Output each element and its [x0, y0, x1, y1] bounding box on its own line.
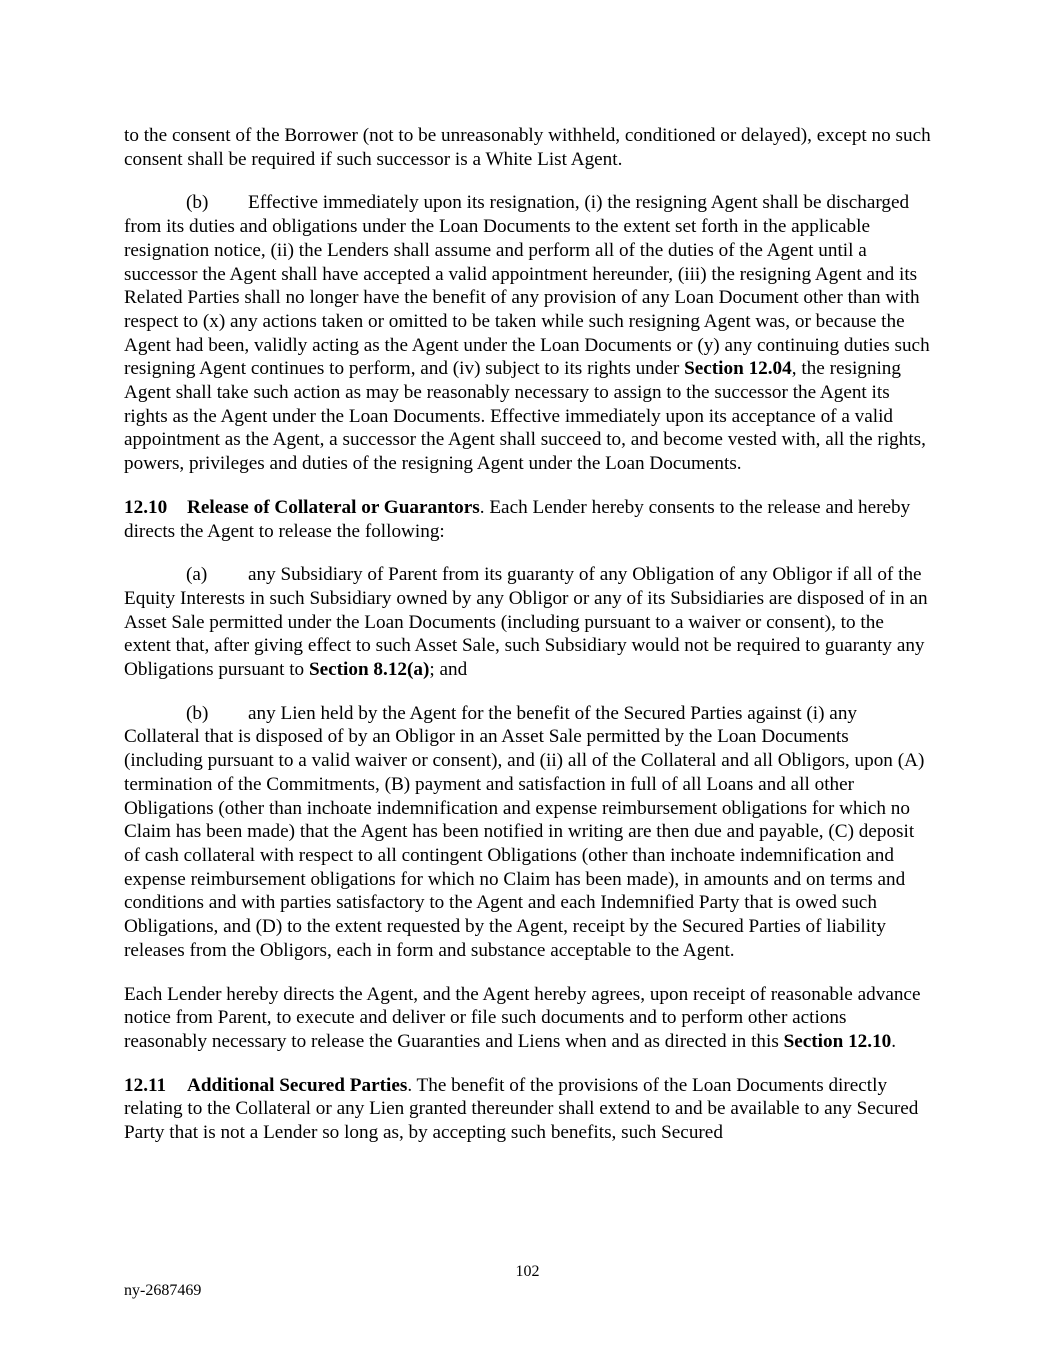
- clause-text: ; and: [429, 659, 468, 681]
- section-heading: Additional Secured Parties: [187, 1074, 408, 1096]
- clause-text: any Lien held by the Agent for the benefit of the Secured Parties against (i) any Collateral that is disposed of by an Obligor in an Asset Sale permitted by the Loan Documents (including pursuant to a valid waiver or consent), and (ii) all of the Collateral and all Obligors, upon (A) termination of the Commitments, (B) payment and satisfaction in full of all Loans and all other Obligations (other than inchoate indemnification and expense reimbursement obligations for which no Claim has been made) that the Agent has been notified in writing are then due and payable, (C) deposit of cash collateral with respect to all contingent Obligations (other than inchoate indemnification and expense reimbursement obligations for which no Claim has been made), in amounts and on terms and conditions and with parties satisfactory to the Agent and each Indemnified Party that is owed such Obligations, and (D) to the extent requested by the Agent, receipt by the Secured Parties of liability releases from the Obligors, each in form and substance acceptable to the Agent.: [124, 702, 925, 961]
- page-number: 102: [515, 1263, 540, 1280]
- clause-label: (a): [186, 564, 208, 586]
- clause-text: any Subsidiary of Parent from its guaranty of any Obligation of any Obligor if all of the Equity Interests in such Subsidiary owned by any Obligor or any of its Subsidiaries are disposed of in an Asset Sale permitted under the Loan Documents (including pursuant to a waiver or consent), to the extent that, after giving effect to such Asset Sale, such Subsidiary would not be required to guaranty any Obligations pursuant to: [124, 564, 928, 681]
- section-reference: Section 12.10: [783, 1030, 892, 1052]
- clause-b-lien: [124, 702, 932, 963]
- document-body: [124, 124, 932, 1165]
- clause-text: , the resigning Agent shall take such action as may be reasonably necessary to assign to the successor the Agent its rights as the Agent under the Loan Documents. Effective immediately upon its acceptance of a valid appointment as the Agent, a successor the Agent shall succeed to, and become vested with, all the rights, powers, privileges and duties of the resigning Agent under the Loan Documents.: [124, 358, 926, 475]
- clause-b-resignation: [124, 191, 932, 475]
- paragraph-each-lender: [124, 983, 932, 1054]
- section-reference: Section 12.04: [684, 358, 792, 380]
- section-text: . Each Lender hereby consents to the release and hereby directs the Agent to release the following:: [124, 496, 911, 542]
- paragraph-text: to the consent of the Borrower (not to be unreasonably withheld, conditioned or delayed), except no such consent shall be required if such successor is a White List Agent.: [124, 125, 931, 170]
- paragraph-continuation: [124, 124, 932, 171]
- clause-text: Effective immediately upon its resignation, (i) the resigning Agent shall be discharged from its duties and obligations under the Loan Documents to the extent set forth in the applicable resignation notice, (ii) the Lenders shall assume and perform all of the duties of the Agent until a successor the Agent shall have accepted a valid appointment hereunder, (iii) the resigning Agent and its Related Parties shall no longer have the benefit of any provision of any Loan Document other than with respect to (x) any actions taken or omitted to be taken while such resigning Agent was, or because the Agent had been, validly acting as the Agent under the Loan Documents or (y) any continuing duties such resigning Agent continues to perform, and (iv) subject to its rights under: [124, 192, 930, 380]
- clause-label: (b): [186, 702, 209, 724]
- section-number: 12.11: [124, 1074, 167, 1096]
- document-id: ny-2687469: [124, 1282, 202, 1299]
- paragraph-text: Each Lender hereby directs the Agent, and the Agent hereby agrees, upon receipt of reasonable advance notice from Parent, to execute and deliver or file such documents and to perform other actions reasonably necessary to release the Guaranties and Liens when and as directed in this: [124, 983, 921, 1052]
- clause-label: (b): [186, 192, 209, 214]
- clause-a-subsidiary: [124, 563, 932, 682]
- section-reference: Section 8.12(a): [308, 659, 430, 681]
- section-12-10: [124, 496, 932, 543]
- section-12-11: [124, 1074, 932, 1145]
- section-number: 12.10: [124, 496, 168, 518]
- paragraph-text: .: [891, 1030, 897, 1052]
- section-heading: Release of Collateral or Guarantors: [187, 496, 480, 518]
- section-text: . The benefit of the provisions of the Loan Documents directly relating to the Collateral or any Lien granted thereunder shall extend to and be available to any Secured Party that is not a Lender so long as, by accepting such benefits, such Secured: [124, 1074, 919, 1144]
